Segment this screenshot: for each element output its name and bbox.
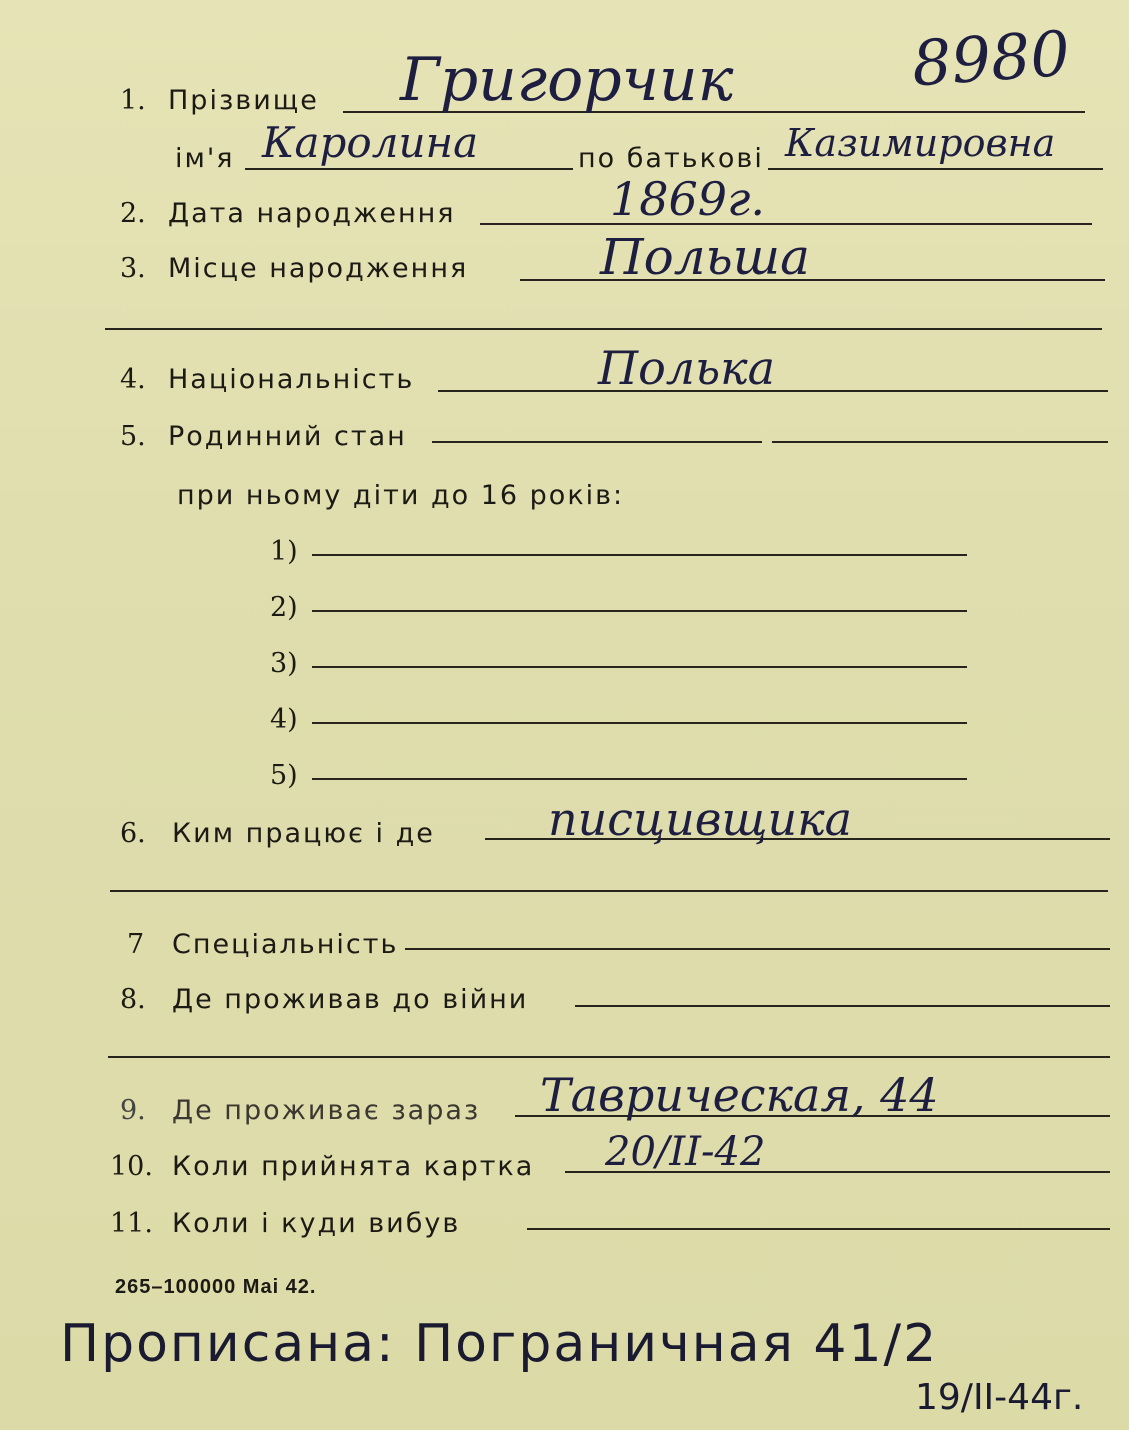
card-accepted-value: 20/II-42 [605,1129,766,1175]
print-code: 265–100000 Mai 42. [115,1276,317,1298]
prewar-residence-line [575,1005,1110,1007]
corner-number: 8980 [909,16,1073,101]
child-3-line [312,666,967,668]
field-5-number: 5. [120,421,146,452]
first-name-value: Каролина [262,118,479,167]
field-10-number: 10. [110,1151,153,1182]
field-7-number: 7 [127,929,145,960]
child-3-number: 3) [270,648,298,679]
marital-status-line-2 [772,441,1108,443]
occupation-line-2 [110,890,1108,892]
field-11-number: 11. [110,1208,153,1239]
marital-status-label: Родинний стан [168,421,407,452]
child-1-number: 1) [270,536,298,567]
prewar-residence-line-2 [108,1056,1110,1058]
patronymic-value: Казимировна [785,121,1056,165]
birth-place-value: Польша [600,228,810,286]
child-2-number: 2) [270,592,298,623]
speciality-label: Спеціальність [172,929,399,960]
birth-date-label: Дата народження [168,198,456,229]
current-residence-value: Таврическая, 44 [540,1068,939,1122]
current-residence-label: Де проживає зараз [172,1095,481,1126]
field-6-number: 6. [120,818,146,849]
patronymic-label: по батькові [578,143,764,174]
child-2-line [312,610,967,612]
surname-label: Прізвище [168,85,319,116]
surname-value: Григорчик [400,45,734,115]
nationality-label: Національність [168,364,415,395]
field-1-number: 1. [120,85,146,116]
occupation-value: писцивщика [548,792,853,846]
prewar-residence-label: Де проживав до війни [172,984,529,1015]
speciality-line [405,948,1110,950]
birth-date-line [480,223,1092,225]
patronymic-line [768,168,1103,170]
field-4-number: 4. [120,364,146,395]
child-4-number: 4) [270,704,298,735]
departure-line [527,1228,1110,1230]
birth-date-value: 1869г. [610,172,765,226]
birth-place-line-2 [105,328,1102,330]
field-9-number: 9. [120,1095,146,1126]
nationality-value: Полька [598,341,776,395]
child-5-number: 5) [270,760,298,791]
marital-status-line [432,441,762,443]
field-3-number: 3. [120,253,146,284]
field-2-number: 2. [120,198,146,229]
registration-date: 19/II-44г. [915,1377,1084,1418]
registration-note: Прописана: Пограничная 41/2 [60,1314,939,1374]
occupation-label: Ким працює і де [172,818,435,849]
child-4-line [312,722,967,724]
first-name-label: ім'я [175,143,235,174]
children-label: при ньому діти до 16 років: [177,480,625,511]
child-5-line [312,778,967,780]
field-8-number: 8. [120,984,146,1015]
departure-label: Коли і куди вибув [172,1208,461,1239]
card-accepted-label: Коли прийнята картка [172,1151,535,1182]
birth-place-label: Місце народження [168,253,469,284]
first-name-line [245,168,573,170]
child-1-line [312,554,967,556]
